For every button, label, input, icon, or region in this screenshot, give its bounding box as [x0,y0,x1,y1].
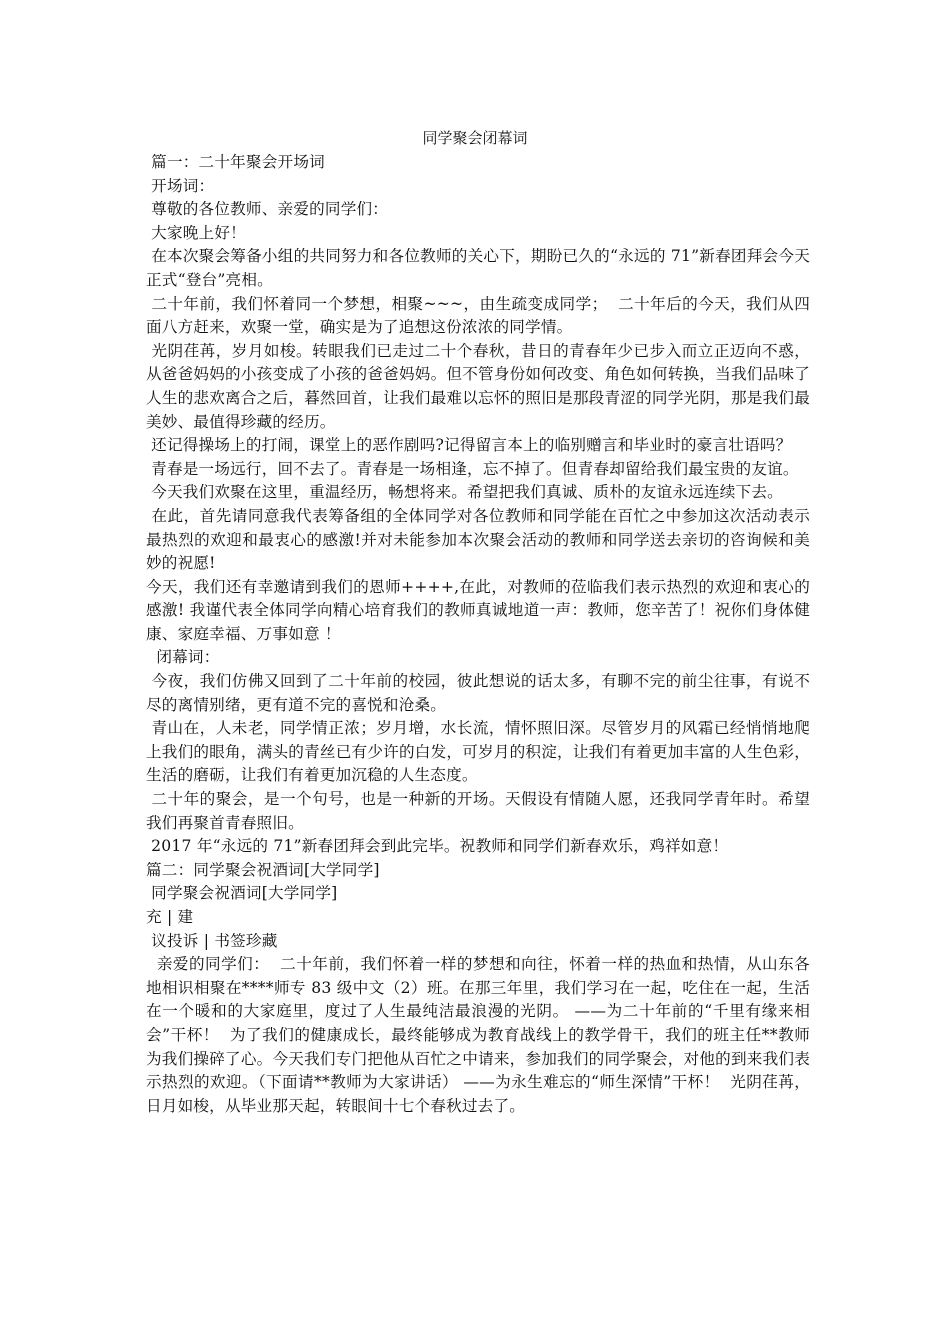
paragraph: 光阴荏苒，岁月如梭。转眼我们已走过二十个春秋，昔日的青春年少已步入而立正迈向不惑，从爸爸妈妈的小孩变成了小孩的爸爸妈妈。但不管身份如何改变、角色如何转换，当我们品味了人生的悲欢离合之后，暮然回首，让我们最难以忘怀的照旧是那段青涩的同学光阴，那是我们最美妙、最值得珍藏的经历。 [146,341,810,431]
paragraph: 今天我们欢聚在这里，重温经历，畅想将来。希望把我们真诚、质朴的友谊永远连续下去。 [146,483,783,502]
paragraph: 今天，我们还有幸邀请到我们的恩师++++,在此，对教师的莅临我们表示热烈的欢迎和衷心的感激! 我谨代表全体同学向精心培育我们的教师真诚地道一声：教师，您辛苦了！祝你们身体健康、家庭幸福、万事如意 ！ [146,577,810,643]
paragraph: 闭幕词： [146,648,220,667]
paragraph: 二十年前，我们怀着同一个梦想，相聚~~~，由生疏变成同学； 二十年后的今天，我们从四面八方赶来，欢聚一堂，确实是为了追想这份浓浓的同学情。 [146,294,810,337]
paragraph: 亲爱的同学们： 二十年前，我们怀着一样的梦想和向往，怀着一样的热血和热情，从山东各地相识相聚在****师专 83 级中文（2）班。在那三年里，我们学习在一起，吃住在一起，生活在一个暖和的大家庭里，度过了人生最纯洁最浪漫的光阴。 ——为二十年前的“千里有缘来相会”干杯！ 为了我们的健康成长，最终能够成为教育战线上的教学骨干，我们的班主任**教师为我们操碎了心。今天我们专门把他从百忙之中请来，参加我们的同学聚会，对他的到来我们表示热烈的欢迎。（下面请**教师为大家讲话） ——为永生难忘的“师生深情”干杯！ 光阴荏苒，日月如梭，从毕业那天起，转眼间十七个春秋过去了。 [146,955,810,1115]
paragraph: 大家晚上好！ [146,223,246,242]
paragraph: 篇一：二十年聚会开场词 [146,153,325,171]
paragraph: 篇二：同学聚会祝酒词[大学同学] [146,860,380,879]
paragraph: 青春是一场远行，回不去了。青春是一场相逢，忘不掉了。但青春却留给我们最宝贵的友谊。 [146,459,799,478]
paragraph: 尊敬的各位教师、亲爱的同学们： [146,200,389,219]
paragraph: 开场词： [146,176,215,195]
paragraph: 议投诉 | 书签珍藏 [146,931,278,950]
paragraph: 青山在，人未老，同学情正浓；岁月增，水长流，情怀照旧深。尽管岁月的风霜已经悄悄地爬上我们的眼角，满头的青丝已有少许的白发，可岁月的积淀，让我们有着更加丰富的人生色彩，生活的磨砺，让我们有着更加沉稳的人生态度。 [146,719,810,785]
paragraph: 二十年的聚会，是一个句号，也是一种新的开场。天假设有情随人愿，还我同学青年时。希望我们再聚首青春照旧。 [146,790,810,832]
paragraph: 2017 年“永远的 71”新春团拜会到此完毕。祝教师和同学们新春欢乐，鸡祥如意！ [146,837,729,856]
paragraph: 同学聚会祝酒词[大学同学] [146,884,338,903]
paragraph: 在此，首先请同意我代表筹备组的全体同学对各位教师和同学能在百忙之中参加这次活动表示最热烈的欢迎和最衷心的感激!并对未能参加本次聚会活动的教师和同学送去亲切的咨询候和美妙的祝愿! [146,506,810,573]
paragraph: 还记得操场上的打闹，课堂上的恶作剧吗?记得留言本上的临别赠言和毕业时的豪言壮语吗？ [146,436,792,455]
paragraph: 充 | 建 [146,908,194,926]
paragraph: 今夜，我们仿佛又回到了二十年前的校园，彼此想说的话太多，有聊不完的前尘往事，有说不尽的离情别绪，更有道不完的喜悦和沧桑。 [146,672,810,714]
document-body [146,151,810,1118]
document-title: 同学聚会闭幕词 [422,129,528,147]
paragraph: 在本次聚会筹备小组的共同努力和各位教师的关心下，期盼已久的“永远的 71”新春团拜会今天正式“登台”亮相。 [146,247,810,289]
